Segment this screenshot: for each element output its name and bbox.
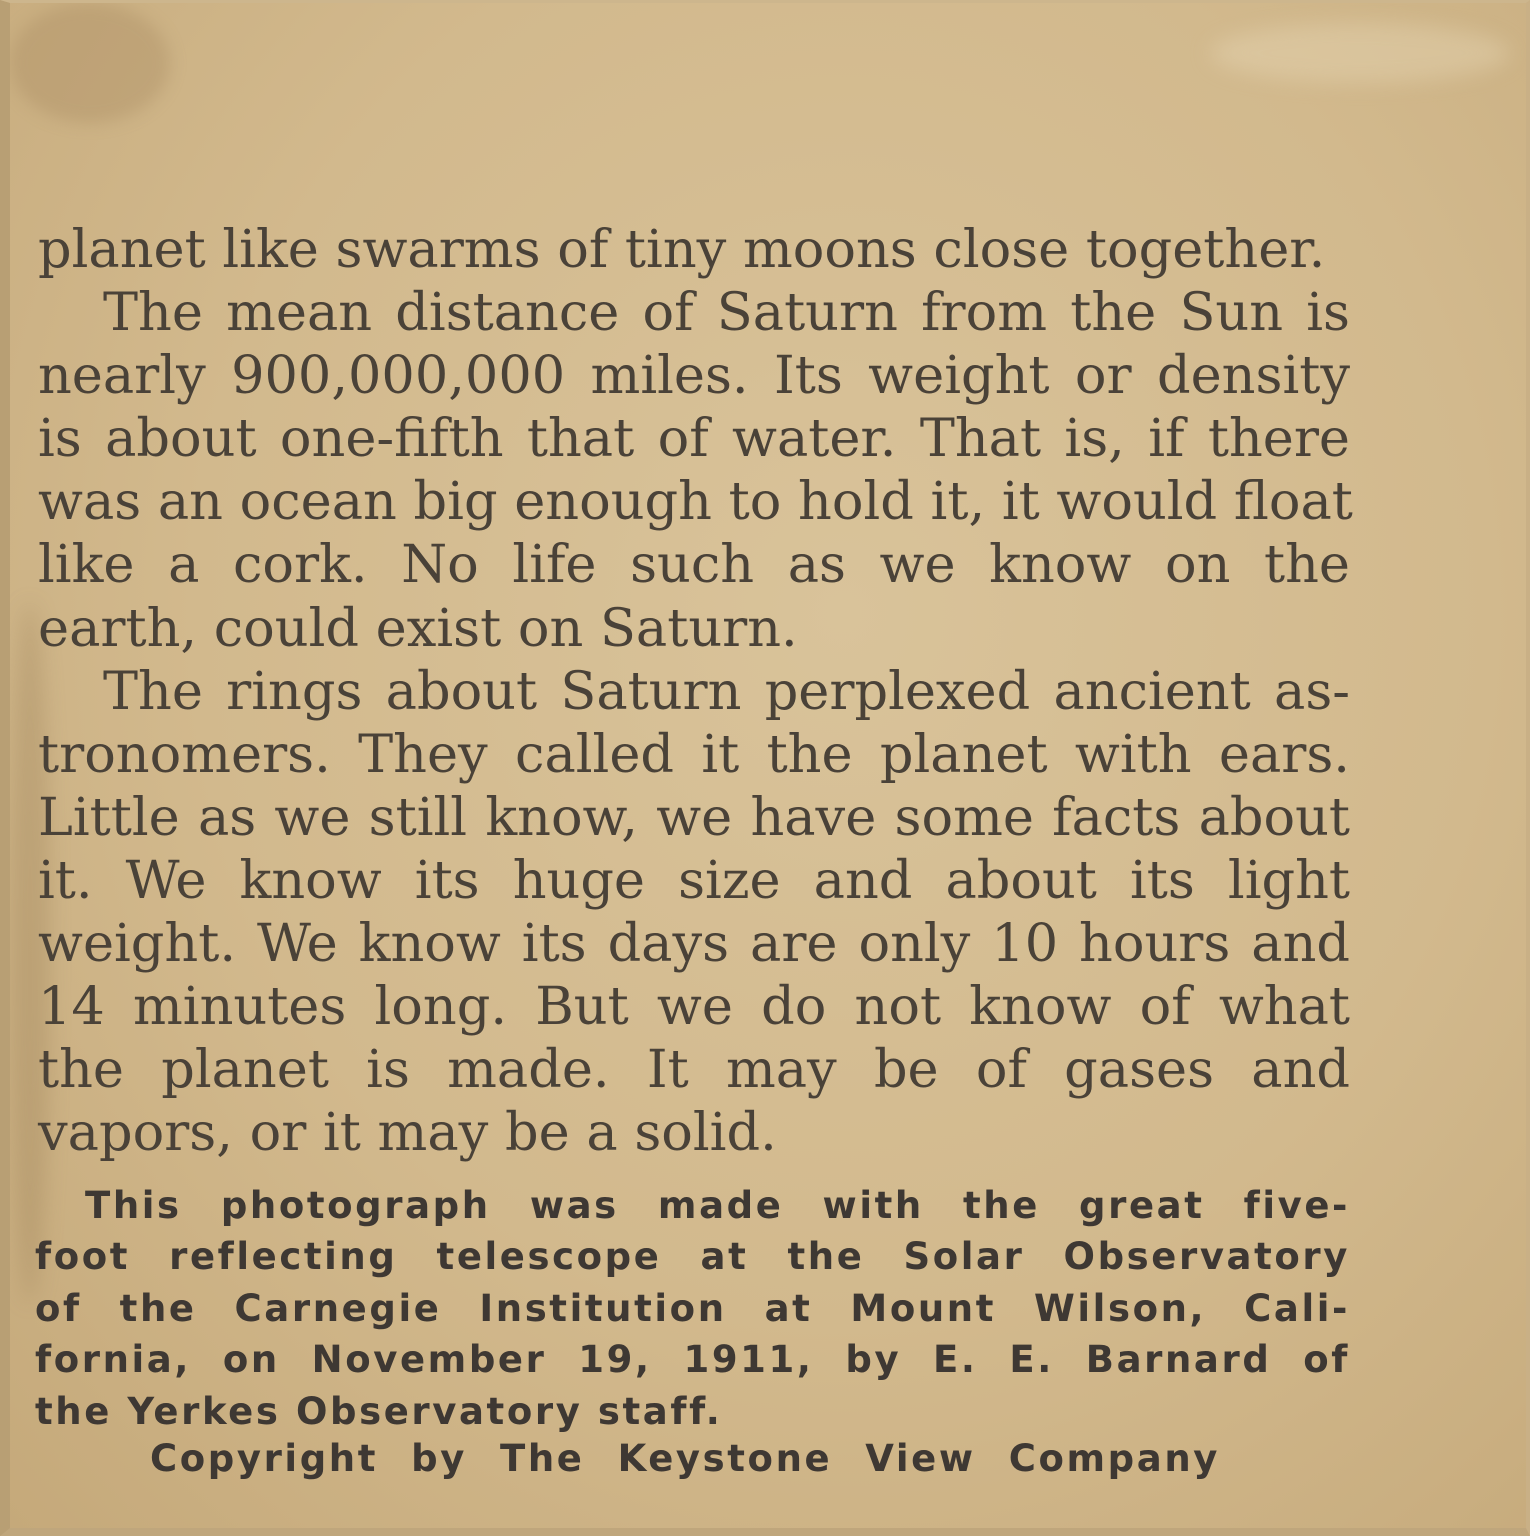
photo-caption: [35, 1180, 1350, 1437]
text-line: it. We know its huge size and about its light: [38, 849, 1350, 911]
text-line: The rings about Saturn perplexed ancient as-: [103, 660, 1350, 722]
caption-line: the Yerkes Observatory staff.: [35, 1389, 723, 1433]
text-line: Little as we still know, we have some facts about: [38, 786, 1350, 848]
text-line: The mean distance of Saturn from the Sun is: [103, 282, 1350, 344]
caption-line: This photograph was made with the great five-: [85, 1184, 1350, 1227]
paper-stain: [10, 3, 170, 123]
caption-line: of the Carnegie Institution at Mount Wilson, Cali-: [35, 1286, 1350, 1330]
text-line: weight. We know its days are only 10 hours and: [38, 913, 1350, 975]
text-line: the planet is made. It may be of gases and: [38, 1039, 1350, 1101]
caption-line: foot reflecting telescope at the Solar Observatory: [35, 1235, 1350, 1279]
copyright-notice: Copyright by The Keystone View Company: [150, 1437, 1220, 1480]
text-line: 14 minutes long. But we do not know of what: [38, 976, 1350, 1038]
text-line: earth, could exist on Saturn.: [38, 597, 798, 659]
text-line: was an ocean big enough to hold it, it would float: [38, 471, 1353, 533]
text-line: planet like swarms of tiny moons close together.: [38, 219, 1326, 280]
text-line: like a cork. No life such as we know on the: [38, 534, 1350, 596]
paper-crease: [1210, 23, 1510, 83]
saturn-description: [38, 218, 1353, 1164]
text-line: nearly 900,000,000 miles. Its weight or density: [38, 345, 1350, 407]
caption-line: fornia, on November 19, 1911, by E. E. Barnard of: [35, 1338, 1350, 1382]
text-line: tronomers. They called it the planet with ears.: [38, 723, 1350, 785]
text-line: is about one-fifth that of water. That is, if there: [38, 408, 1350, 470]
text-line: vapors, or it may be a solid.: [38, 1102, 777, 1164]
